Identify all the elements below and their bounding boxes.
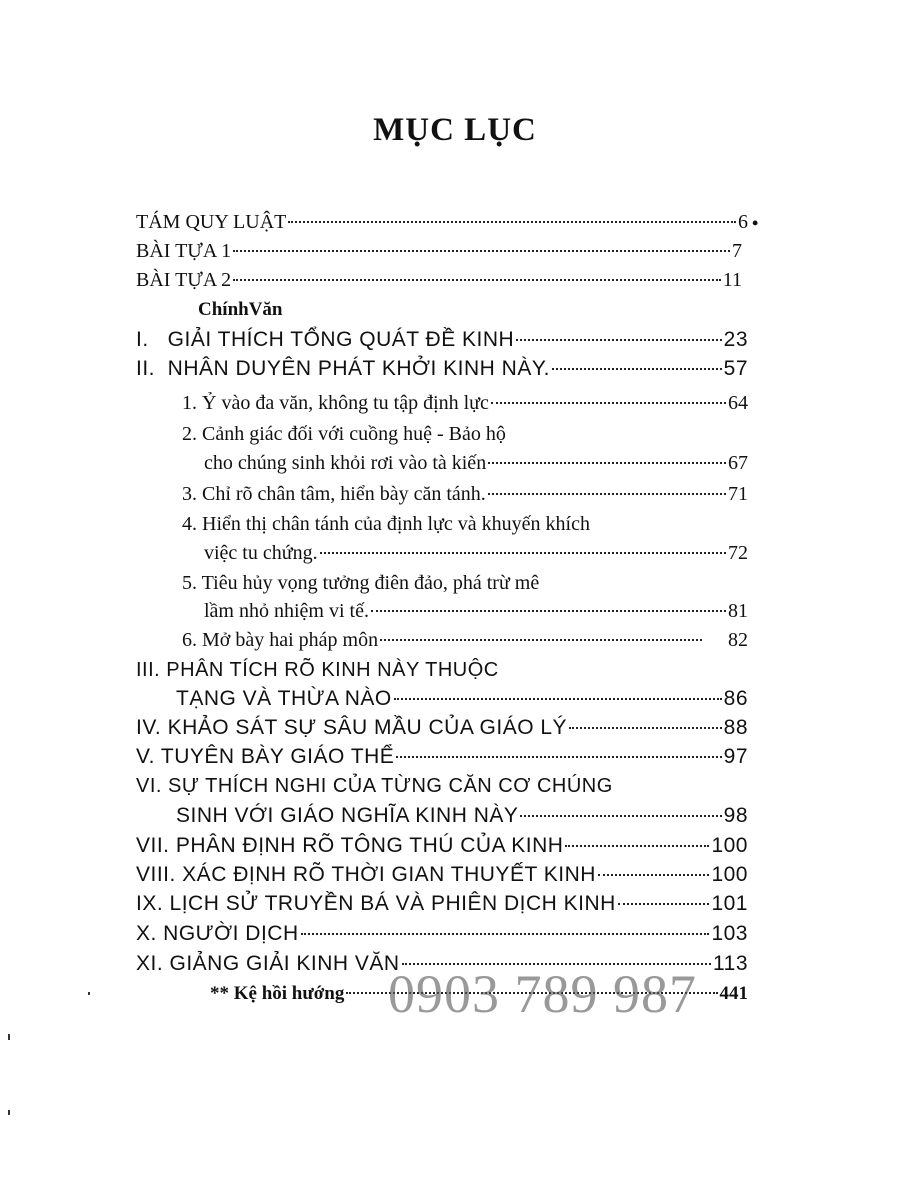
- toc-entry-label-line: 4. Hiển thị chân tánh của định lực và khuyến khích: [182, 513, 590, 535]
- toc-entry[interactable]: [182, 626, 748, 654]
- toc-entry-page: 103: [711, 922, 748, 945]
- scan-mark: [8, 1110, 10, 1115]
- leader-dots: [516, 339, 721, 341]
- scan-mark: [88, 992, 90, 995]
- toc-entry-label: X. NGƯỜI DỊCH: [136, 922, 299, 945]
- toc-entry-label: IX. LỊCH SỬ TRUYỀN BÁ VÀ PHIÊN DỊCH KINH: [136, 892, 616, 915]
- leader-dots: [233, 250, 730, 252]
- leader-dots: [396, 756, 721, 758]
- toc-entry-page: 67: [728, 452, 748, 474]
- toc-entry-page: 23: [723, 328, 748, 351]
- toc-entry-label: I. GIẢI THÍCH TỔNG QUÁT ĐỀ KINH: [136, 328, 515, 351]
- toc-entry-label-line: 5. Tiêu hủy vọng tưởng điên đảo, phá trừ mê: [182, 572, 540, 594]
- toc-entry[interactable]: [136, 266, 742, 294]
- toc-entry-page: 82: [728, 629, 748, 651]
- toc-entry[interactable]: [136, 237, 742, 265]
- leader-dots: [565, 845, 709, 847]
- leader-dots: [569, 727, 722, 729]
- leader-dots: [488, 462, 726, 464]
- toc-entry-label: BÀI TỰA 2: [136, 269, 232, 291]
- leader-dots: [380, 639, 702, 641]
- toc-entry-page: 113: [713, 952, 748, 975]
- toc-entry-label-line: VI. SỰ THÍCH NGHI CỦA TỪNG CĂN CƠ CHÚNG: [136, 775, 613, 797]
- toc-entry[interactable]: [136, 355, 748, 383]
- leader-dots: [233, 279, 721, 281]
- toc-entry-label: lầm nhỏ nhiệm vi tế.: [204, 600, 369, 622]
- toc-entry-page: 88: [723, 716, 748, 739]
- toc-entry[interactable]: [136, 920, 748, 948]
- leader-dots: [552, 368, 722, 370]
- toc-entry-label: TẠNG VÀ THỪA NÀO: [176, 687, 392, 710]
- toc-entry-page: 6: [738, 211, 748, 233]
- toc-entry-label: 1. Ỷ vào đa văn, không tu tập định lực: [182, 392, 489, 414]
- toc-entry-label: SINH VỚI GIÁO NGHĨA KINH NÀY: [176, 804, 519, 827]
- toc-entry[interactable]: [136, 208, 748, 236]
- toc-entry-label-line: III. PHÂN TÍCH RÕ KINH NÀY THUỘC: [136, 659, 499, 681]
- toc-entry-page: 7: [732, 240, 742, 262]
- leader-dots: [491, 402, 726, 404]
- toc-entry-label: việc tu chứng.: [204, 542, 318, 564]
- toc-entry[interactable]: [182, 389, 748, 417]
- toc-entry-label: VIII. XÁC ĐỊNH RÕ THỜI GIAN THUYẾT KINH: [136, 863, 596, 886]
- toc-entry-label: VII. PHÂN ĐỊNH RÕ TÔNG THÚ CỦA KINH: [136, 834, 564, 857]
- toc-entry-label: ** Kệ hồi hướng: [210, 983, 345, 1004]
- toc-entry[interactable]: [136, 743, 748, 771]
- leader-dots: [488, 493, 726, 495]
- toc-entry-label: XI. GIẢNG GIẢI KINH VĂN: [136, 952, 400, 975]
- toc-entry-page: 57: [723, 357, 748, 380]
- toc-entry-page: 97: [723, 745, 748, 768]
- leader-dots: [301, 933, 710, 935]
- toc-entry[interactable]: [176, 685, 748, 713]
- toc-entry[interactable]: [182, 480, 748, 508]
- toc-entry[interactable]: [136, 714, 748, 742]
- toc-entry[interactable]: [136, 832, 748, 860]
- toc-entry-page: 101: [711, 892, 748, 915]
- toc-entry-label-line: 2. Cảnh giác đối với cuồng huệ - Bảo hộ: [182, 423, 506, 445]
- toc-entry-page: 71: [728, 483, 748, 505]
- toc-entry-page: 11: [722, 269, 742, 291]
- watermark-phone: 0903 789 987: [388, 964, 697, 1024]
- toc-entry-label: II. NHÂN DUYÊN PHÁT KHỞI KINH NÀY.: [136, 357, 550, 380]
- toc-entry[interactable]: [136, 861, 748, 889]
- toc-entry[interactable]: [136, 326, 748, 354]
- leader-dots: [371, 610, 726, 612]
- toc-entry[interactable]: [204, 597, 748, 625]
- toc-entry-page: 100: [711, 863, 748, 886]
- toc-entry[interactable]: [136, 890, 748, 918]
- scan-mark: [8, 1034, 10, 1040]
- toc-entry-page: 81: [728, 600, 748, 622]
- leader-dots: [288, 221, 736, 223]
- toc-entry-label: TÁM QUY LUẬT: [136, 211, 287, 233]
- toc-entry-page: 441: [719, 983, 748, 1004]
- toc-entry-page: 86: [723, 687, 748, 710]
- stray-mark: •: [752, 213, 759, 233]
- toc-entry[interactable]: [176, 802, 748, 830]
- leader-dots: [618, 903, 710, 905]
- toc-entry-page: 64: [728, 392, 748, 414]
- toc-entry-label: V. TUYÊN BÀY GIÁO THỂ: [136, 745, 395, 768]
- toc-entry-page: 98: [723, 804, 748, 827]
- page-title: MỤC LỤC: [373, 112, 537, 148]
- leader-dots: [520, 815, 721, 817]
- toc-entry-label: 3. Chỉ rõ chân tâm, hiển bày căn tánh.: [182, 483, 486, 505]
- leader-dots: [320, 552, 726, 554]
- toc-entry[interactable]: [204, 539, 748, 567]
- toc-entry[interactable]: [204, 449, 748, 477]
- toc-entry-label: cho chúng sinh khỏi rơi vào tà kiến: [204, 452, 487, 474]
- toc-entry-page: 72: [728, 542, 748, 564]
- toc-entry-label: IV. KHẢO SÁT SỰ SÂU MẦU CỦA GIÁO LÝ: [136, 716, 568, 739]
- toc-entry-label: 6. Mở bày hai pháp môn: [182, 629, 379, 651]
- section-heading: ChínhVăn: [198, 299, 283, 320]
- leader-dots: [394, 698, 722, 700]
- toc-entry-label: BÀI TỰA 1: [136, 240, 232, 262]
- toc-entry-page: 100: [711, 834, 748, 857]
- leader-dots: [598, 874, 710, 876]
